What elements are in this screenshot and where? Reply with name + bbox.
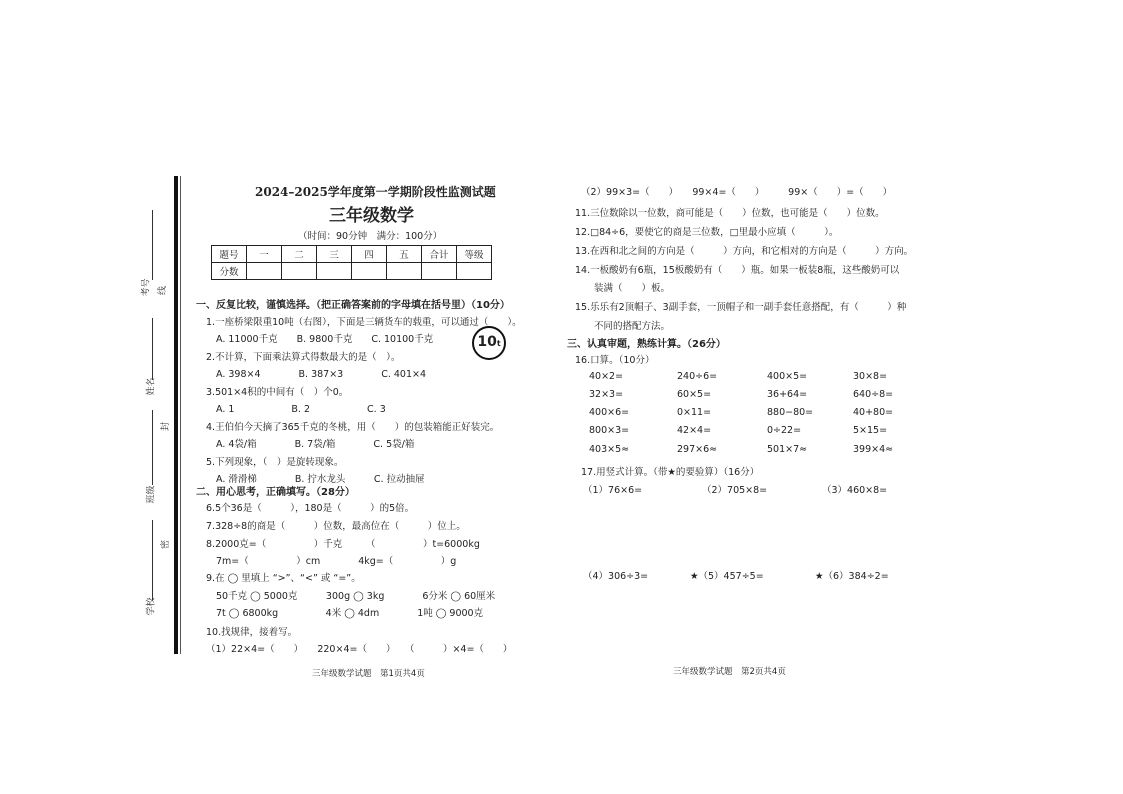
vertical-calc-item: （3）460×8= xyxy=(822,485,888,496)
xingming-line xyxy=(152,318,153,380)
feng-label: 封 xyxy=(161,421,172,432)
question-6: 6.5个36是（ ），180是（ ）的5倍。 xyxy=(206,503,415,514)
vertical-calc-item: ★（5）457÷5= xyxy=(690,571,764,582)
kaohao-line xyxy=(152,210,153,280)
binding-line-thin xyxy=(180,176,181,654)
footer-right: 三年级数学试题 第2页共4页 xyxy=(673,667,786,677)
question-10-line1: （1）22×4=（ ） 220×4=（ ） （ ）×4=（ ） xyxy=(206,644,513,655)
oral-item: 40×2= xyxy=(589,371,624,382)
section-1-heading: 一、反复比较，谨慎选择。（把正确答案前的字母填在括号里）（10分） xyxy=(196,300,510,311)
subject-title: 三年级数学 xyxy=(329,206,414,226)
oral-item: 0×11= xyxy=(677,407,712,418)
question-9-row1: 50千克 ◯ 5000克 300g ◯ 3kg 6分米 ◯ 60厘米 xyxy=(216,591,496,602)
question-3-options: A. 1 B. 2 C. 3 xyxy=(216,404,386,415)
question-10-line2: （2）99×3=（ ） 99×4=（ ） 99×（ ）=（ ） xyxy=(581,187,893,198)
score-cell[interactable] xyxy=(282,263,317,280)
score-cell[interactable] xyxy=(422,263,457,280)
question-12: 12.□84÷6，要使它的商是三位数，□里最小应填（ ）。 xyxy=(575,227,839,238)
mi-label: 密 xyxy=(161,539,172,550)
score-value-row xyxy=(212,263,492,280)
oral-item: 32×3= xyxy=(589,389,624,400)
xian-label: 线 xyxy=(158,285,169,296)
vertical-calc-item: （2）705×8= xyxy=(702,485,768,496)
score-header-cell: 等级 xyxy=(457,246,492,263)
question-8: 8.2000克=（ ）千克 （ ）t=6000kg xyxy=(206,539,480,550)
badge-unit: t xyxy=(496,339,501,348)
score-header-cell: 二 xyxy=(282,246,317,263)
section-2-heading: 二、用心思考，正确填写。（28分） xyxy=(196,487,355,498)
question-2: 2.不计算，下面乘法算式得数最大的是（ ）。 xyxy=(206,352,401,363)
score-cell[interactable] xyxy=(457,263,492,280)
xingming-label: 姓名 xyxy=(146,377,157,396)
question-7: 7.328÷8的商是（ ）位数，最高位在（ ）位上。 xyxy=(206,521,466,532)
score-header-cell: 四 xyxy=(352,246,387,263)
binding-line xyxy=(174,176,178,654)
score-header-cell: 题号 xyxy=(212,246,247,263)
xuexiao-label: 学校 xyxy=(146,597,157,616)
oral-item: 880−80= xyxy=(767,407,814,418)
oral-item: 42×4= xyxy=(677,425,712,436)
score-header-cell: 一 xyxy=(247,246,282,263)
oral-item: 5×15= xyxy=(853,425,888,436)
exam-title: 2024–2025学年度第一学期阶段性监测试题 xyxy=(255,185,496,199)
vertical-calc-item: （1）76×6= xyxy=(583,485,643,496)
score-table xyxy=(211,245,492,280)
question-1: 1.一座桥梁限重10吨（右图），下面是三辆货车的载重，可以通过（ ）。 xyxy=(206,317,522,328)
score-cell[interactable] xyxy=(387,263,422,280)
score-cell[interactable] xyxy=(317,263,352,280)
score-row-label: 分数 xyxy=(212,263,247,280)
oral-item: 501×7≈ xyxy=(767,444,808,455)
question-15b: 不同的搭配方法。 xyxy=(594,321,671,332)
score-header-cell: 合计 xyxy=(422,246,457,263)
score-header-cell: 三 xyxy=(317,246,352,263)
oral-item: 400×6= xyxy=(589,407,630,418)
score-header-cell: 五 xyxy=(387,246,422,263)
question-14: 14.一板酸奶有6瓶，15板酸奶有（ ）瓶。如果一板装8瓶，这些酸奶可以 xyxy=(575,265,900,276)
kaohao-label: 考号 xyxy=(141,278,152,297)
banji-line xyxy=(152,410,153,485)
question-4-options: A. 4袋/箱 B. 7袋/箱 C. 5袋/箱 xyxy=(216,439,415,450)
question-13: 13.在西和北之间的方向是（ ）方向，和它相对的方向是（ ）方向。 xyxy=(575,246,914,257)
score-cell[interactable] xyxy=(352,263,387,280)
question-15: 15.乐乐有2顶帽子、3副手套，一顶帽子和一副手套任意搭配，有（ ）种 xyxy=(575,302,907,313)
oral-item: 36+64= xyxy=(767,389,808,400)
oral-item: 640÷8= xyxy=(853,389,894,400)
score-header-row xyxy=(212,246,492,263)
section-3-heading: 三、认真审题，熟练计算。（26分） xyxy=(567,339,726,350)
question-9: 9.在 ◯ 里填上 “>”、“<” 或 “=”。 xyxy=(206,573,361,584)
question-8b: 7m=（ ）cm 4kg=（ ）g xyxy=(216,556,457,567)
oral-item: 399×4≈ xyxy=(853,444,894,455)
oral-item: 400×5= xyxy=(767,371,808,382)
oral-item: 297×6≈ xyxy=(677,444,718,455)
vertical-calc-item: （4）306÷3= xyxy=(583,571,649,582)
question-1-options: A. 11000千克 B. 9800千克 C. 10100千克 xyxy=(216,334,434,345)
score-cell[interactable] xyxy=(247,263,282,280)
question-3: 3.501×4积的中间有（ ）个0。 xyxy=(206,387,349,398)
question-5-options: A. 滑滑梯 B. 拧水龙头 C. 拉动抽屉 xyxy=(216,474,425,485)
badge-number: 10 xyxy=(477,334,497,350)
oral-item: 30×8= xyxy=(853,371,888,382)
oral-item: 60×5= xyxy=(677,389,712,400)
footer-left: 三年级数学试题 第1页共4页 xyxy=(312,669,425,679)
question-4: 4.王伯伯今天摘了365千克的冬桃，用（ ）的包装箱能正好装完。 xyxy=(206,422,500,433)
question-9-row2: 7t ◯ 6800kg 4米 ◯ 4dm 1吨 ◯ 9000克 xyxy=(216,608,484,619)
oral-item: 0÷22= xyxy=(767,425,802,436)
question-14b: 装满（ ）板。 xyxy=(594,283,671,294)
oral-item: 800×3= xyxy=(589,425,630,436)
question-11: 11.三位数除以一位数，商可能是（ ）位数，也可能是（ ）位数。 xyxy=(575,208,885,219)
question-5: 5.下列现象，（ ）是旋转现象。 xyxy=(206,457,344,468)
vertical-calc-item: ★（6）384÷2= xyxy=(815,571,889,582)
oral-item: 240÷6= xyxy=(677,371,718,382)
oral-item: 403×5≈ xyxy=(589,444,630,455)
weight-limit-sign-icon xyxy=(472,326,506,360)
question-16: 16.口算。（10分） xyxy=(575,355,655,366)
xuexiao-line xyxy=(152,520,153,600)
banji-label: 班级 xyxy=(146,485,157,504)
time-info: （时间：90分钟 满分：100分） xyxy=(298,231,443,242)
question-2-options: A. 398×4 B. 387×3 C. 401×4 xyxy=(216,369,427,380)
question-10: 10.找规律，接着写。 xyxy=(206,627,298,638)
question-17: 17.用竖式计算。（带★的要验算）（16分） xyxy=(581,467,760,478)
oral-item: 40+80= xyxy=(853,407,894,418)
